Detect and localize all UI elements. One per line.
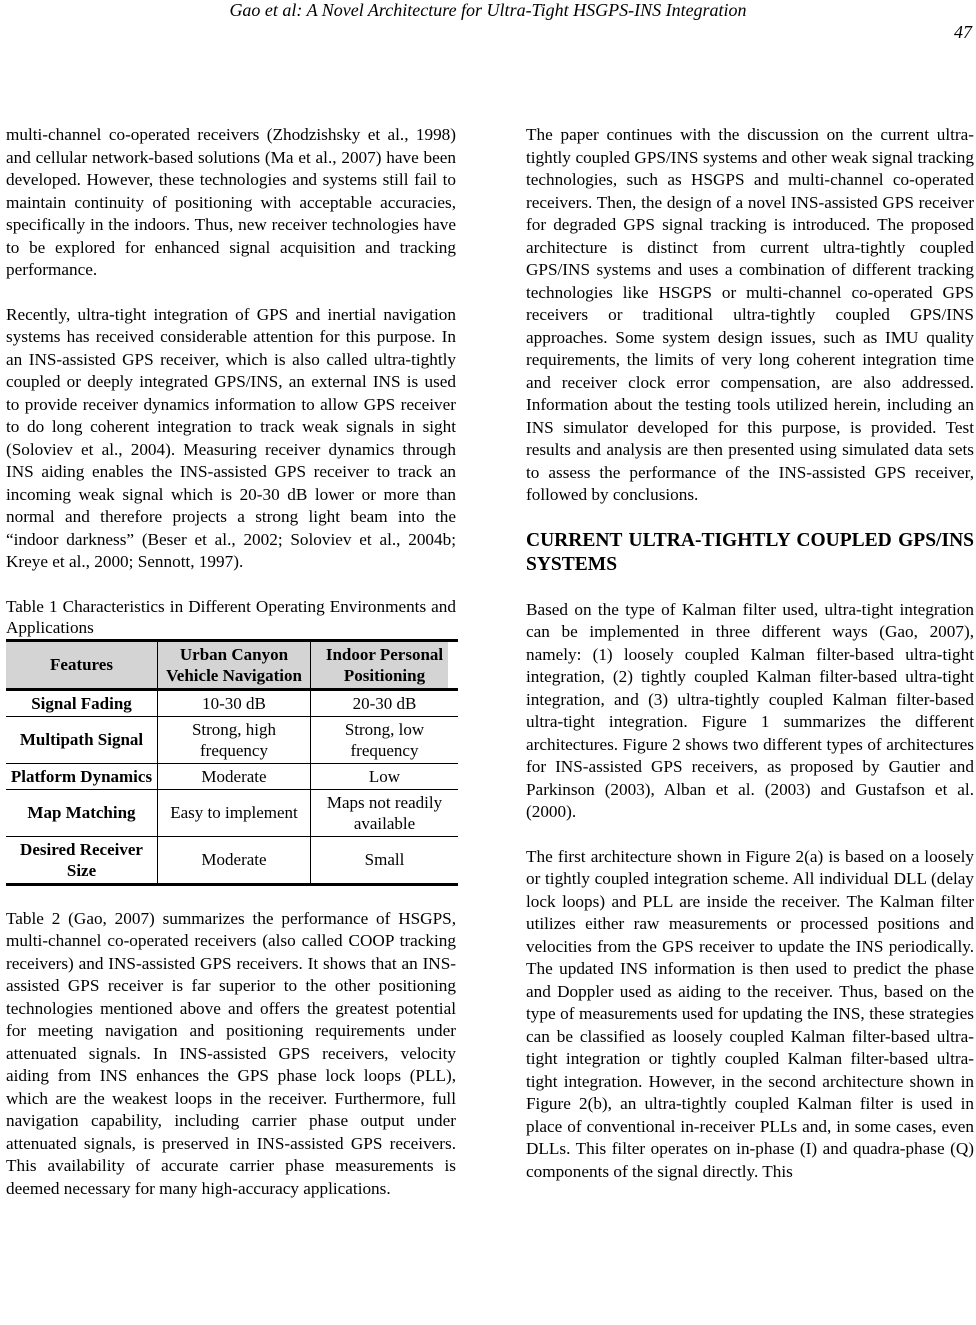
running-title: Gao et al: A Novel Architecture for Ultra-Tight HSGPS-INS Integration <box>229 0 747 20</box>
table-cell: Low <box>311 763 459 789</box>
table-header-row <box>6 640 458 689</box>
paragraph: Recently, ultra-tight integration of GPS and inertial navigation systems has received considerable attention for this purpose. In an INS-assisted GPS receiver, which is also called ultra-tightly coupled or deeply integrated GPS/INS, an external INS is used to provide receiver dynamics information to allow GPS receiver to do long coherent integration to track weak signals in sight (Soloviev et al., 2004). Measuring receiver dynamics through INS aiding enables the INS-assisted GPS receiver to track an incoming weak signal which is 20-30 dB lower or more than normal and therefore projects a strong light beam into the “indoor darkness” (Beser et al., 2002; Soloviev et al., 2004b; Kreye et al., 2000; Sennott, 1997). <box>6 304 456 571</box>
table-cell: 20-30 dB <box>311 689 459 716</box>
table-row <box>6 763 458 789</box>
paragraph: Table 2 (Gao, 2007) summarizes the performance of HSGPS, multi-channel co-operated receivers (also called COOP tracking receivers) and INS-assisted GPS receivers. It shows that an INS-assisted GPS receiver is far superior to the other positioning technologies mentioned above and offers the greatest potential for meeting navigation and positioning requirements under attenuated signals. In INS-assisted GPS receivers, velocity aiding from INS enhances the GPS phase lock loops (PLL), which are the weakest loops in the receiver. Furthermore, full navigation capability, including carrier phase output under attenuated signals, is preserved in INS-assisted GPS receivers. This availability of accurate carrier phase measurements is deemed necessary for many high-accuracy applications. <box>6 908 456 1198</box>
table-caption: Table 1 Characteristics in Different Operating Environments and Applications <box>6 596 456 637</box>
section-heading: CURRENT ULTRA-TIGHTLY COUPLED GPS/INS SYSTEMS <box>526 529 974 575</box>
row-header: Map Matching <box>6 789 158 836</box>
paragraph: The paper continues with the discussion on the current ultra-tightly coupled GPS/INS systems and other weak signal tracking technologies, such as HSGPS and multi-channel co-operated receivers. Then, the design of a novel INS-assisted GPS receiver for degraded GPS signal tracking is introduced. The proposed architecture is distinct from current ultra-tightly coupled GPS/INS systems and uses a combination of different tracking technologies like HSGPS or multi-channel co-operated GPS receivers or traditional ultra-tightly coupled GPS/INS approaches. Some system design issues, such as IMU quality requirements, the limits of very long coherent integration time and receiver clock error compensation, are also addressed. Information about the testing tools utilized herein, including an INS simulator developed for this purpose, is provided. Test results and analysis are then presented using simulated data sets to assess the performance of the INS-assisted GPS receiver, followed by conclusions. <box>526 125 974 504</box>
row-header: Signal Fading <box>6 689 158 716</box>
table-cell: Strong, high frequency <box>158 716 311 763</box>
row-header: Platform Dynamics <box>6 763 158 789</box>
paragraph: The first architecture shown in Figure 2(a) is based on a loosely or tightly coupled integration scheme. All individual DLL (delay lock loops) and PLL are inside the receiver. The Kalman filter utilizes either raw measurements or processed positions and velocities from the GPS receiver to update the INS periodically. The updated INS information is then used to predict the phase and Doppler used as aiding to the receiver. Thus, based on the type of measurements used for updating the INS, these strategies can be classified as loosely coupled Kalman filter-based ultra-tight integration or tightly coupled Kalman filter-based ultra-tight integration. However, in the second architecture shown in Figure 2(b), an ultra-tightly coupled Kalman filter is used in place of conventional in-receiver PLLs and, in some cases, even DLLs. This filter operates on in-phase (I) and quadra-phase (Q) components of the signal directly. This <box>526 846 974 1181</box>
table-cell: Small <box>311 836 459 884</box>
table-cell: Moderate <box>158 763 311 789</box>
table-cell: Easy to implement <box>158 789 311 836</box>
row-header: Desired Receiver Size <box>6 836 158 884</box>
table-header-cell: Indoor Personal Positioning <box>311 640 459 689</box>
right-column <box>526 124 974 1183</box>
row-header: Multipath Signal <box>6 716 158 763</box>
table-header-cell: Urban Canyon Vehicle Navigation <box>158 640 311 689</box>
table-cell: Maps not readily available <box>311 789 459 836</box>
table-cell: Strong, low frequency <box>311 716 459 763</box>
page-number: 47 <box>954 22 972 42</box>
paragraph: multi-channel co-operated receivers (Zhodzishsky et al., 1998) and cellular network-based solutions (Ma et al., 2007) have been developed. However, these technologies and systems still fail to maintain continuity of positioning with acceptable accuracies, specifically in the indoors. Thus, new receiver technologies have to be explored for enhanced signal acquisition and tracking performance. <box>6 125 456 279</box>
characteristics-table <box>6 639 458 886</box>
table-row <box>6 716 458 763</box>
table-cell: 10-30 dB <box>158 689 311 716</box>
table-row <box>6 789 458 836</box>
table-cell: Moderate <box>158 836 311 884</box>
left-column <box>6 124 456 1200</box>
table-row <box>6 689 458 716</box>
table-row <box>6 836 458 884</box>
table-header-cell: Features <box>6 640 158 689</box>
paragraph: Based on the type of Kalman filter used, ultra-tight integration can be implemented in three different ways (Gao, 2007), namely: (1) loosely coupled Kalman filter-based ultra-tight integration, (2) tightly coupled Kalman filter-based ultra-tight integration, and (3) ultra-tightly coupled Kalman filter-based ultra-tight integration. Figure 1 summarizes the different architectures. Figure 2 shows two different types of architectures for INS-assisted GPS receivers, as proposed by Gautier and Parkinson (2003), Alban et al. (2003) and Gustafson et al. (2000). <box>526 599 974 821</box>
